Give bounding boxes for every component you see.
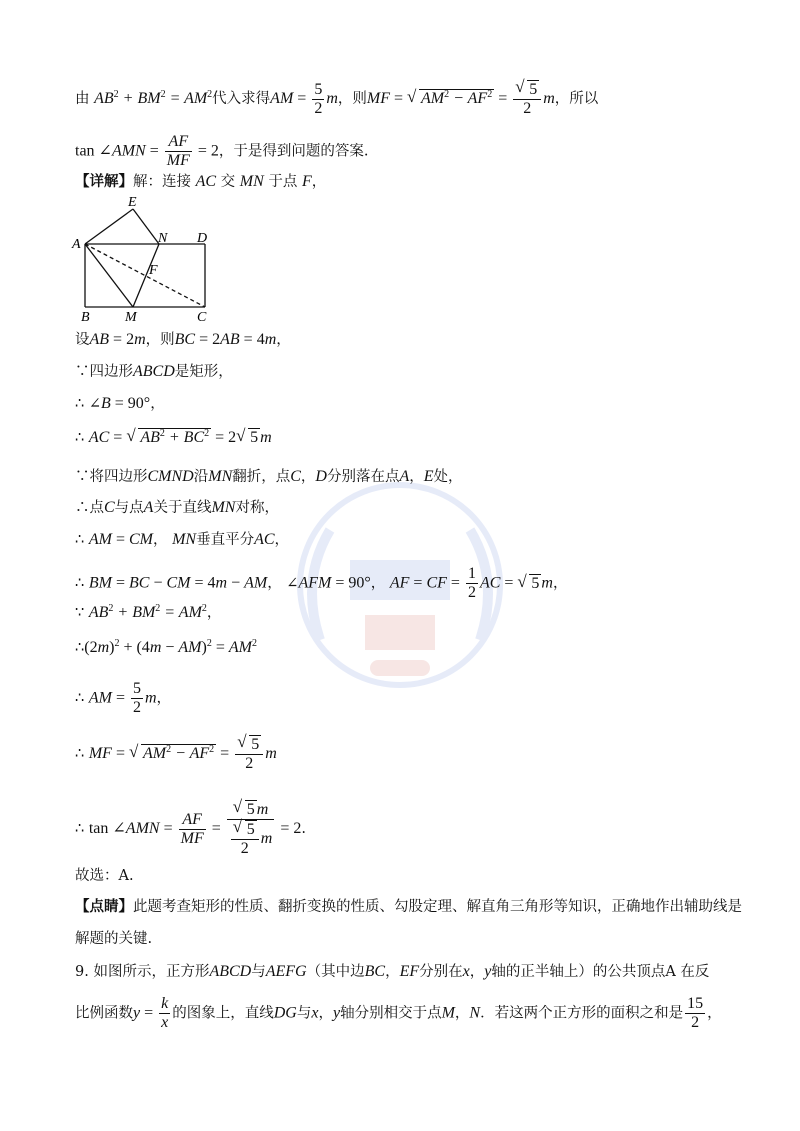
step-ac: ∴ AC = √ $AB^2 + BC^2 = 2√$ 5 m xyxy=(75,428,272,448)
geometry-figure xyxy=(70,195,220,325)
label-D: D xyxy=(197,231,208,246)
step-tan: ∴ tan ∠AMN = $\frac{AF}{MF}$ = √ 5 m √ $\frac{5}{2}$ m = 2. xyxy=(75,800,306,858)
comment-line-2: 解题的关键. xyxy=(75,931,153,947)
step-rectangle: ∵四边形ABCD是矩形， xyxy=(75,363,233,380)
step-pythag: ∵ $AB^2 + BM^2 = AM^2$， xyxy=(75,603,222,621)
step-angle-b: ∴ ∠B = 90°， xyxy=(75,395,165,412)
formula-line-1: 由 $AB^2 + BM^2 = AM^2$代入求得AM = $\frac{5}{2}$ m，则MF = √ $AM^2 - AF^2$ = √ $\frac{5}{2}$ m，所以 xyxy=(75,80,598,118)
label-F: F xyxy=(149,263,158,278)
label-A: A xyxy=(72,237,81,252)
step-mf: ∴ MF = √ $AM^2 - AF^2$ = √ $\frac{5}{2}$ m xyxy=(75,735,277,773)
step-am-cm: ∴ AM = CM， MN垂直平分AC， xyxy=(75,531,290,548)
question-9-line-2: 比例函数y = $\frac{k}{x}$ 的图象上，直线DG与x，y轴分别相交于点M，N．若这两个正方形的面积之和是 $\frac{15}{2}$ ， xyxy=(75,995,722,1031)
comment-line: 【点睛】此题考查矩形的性质、翻折变换的性质、勾股定理、解直角三角形等知识，正确地作出辅助线是 xyxy=(75,898,742,915)
step-let: 设AB = 2m，则BC = 2AB = 4m， xyxy=(75,331,291,348)
label-N: N xyxy=(158,231,168,246)
step-am-value: ∴ AM = $\frac{5}{2}$ m， xyxy=(75,680,172,716)
step-substitute: $\therefore(2m)^2 + (4m - AM)^2 = AM^2$ xyxy=(75,638,257,656)
question-9-line-1: 9. 如图所示，正方形ABCD与AEFG（其中边BC，EF分别在x，y轴的正半轴上）的公共顶点A 在反 xyxy=(75,963,710,980)
step-bm: ∴ BM = BC − CM = 4m − AM， ∠AFM = 90°， AF = CF = $\frac{1}{2}$ AC = √ 5 m， xyxy=(75,565,567,602)
label-E: E xyxy=(128,195,137,210)
formula-line-2: tan ∠AMN = $\frac{AF}{MF}$ = 2，于是得到问题的答案. xyxy=(75,133,369,169)
step-symmetric: ∴点C与点A关于直线MN对称， xyxy=(75,499,279,516)
label-M: M xyxy=(125,310,137,325)
step-fold: ∵将四边形CMND沿MN翻折，点C，D分别落在点A，E处， xyxy=(75,468,463,485)
detail-header: 【详解】解：连接 AC 交 MN 于点 F， xyxy=(75,173,327,190)
answer-line: 故选：A. xyxy=(75,868,134,884)
label-C: C xyxy=(197,310,207,325)
label-B: B xyxy=(81,310,90,325)
